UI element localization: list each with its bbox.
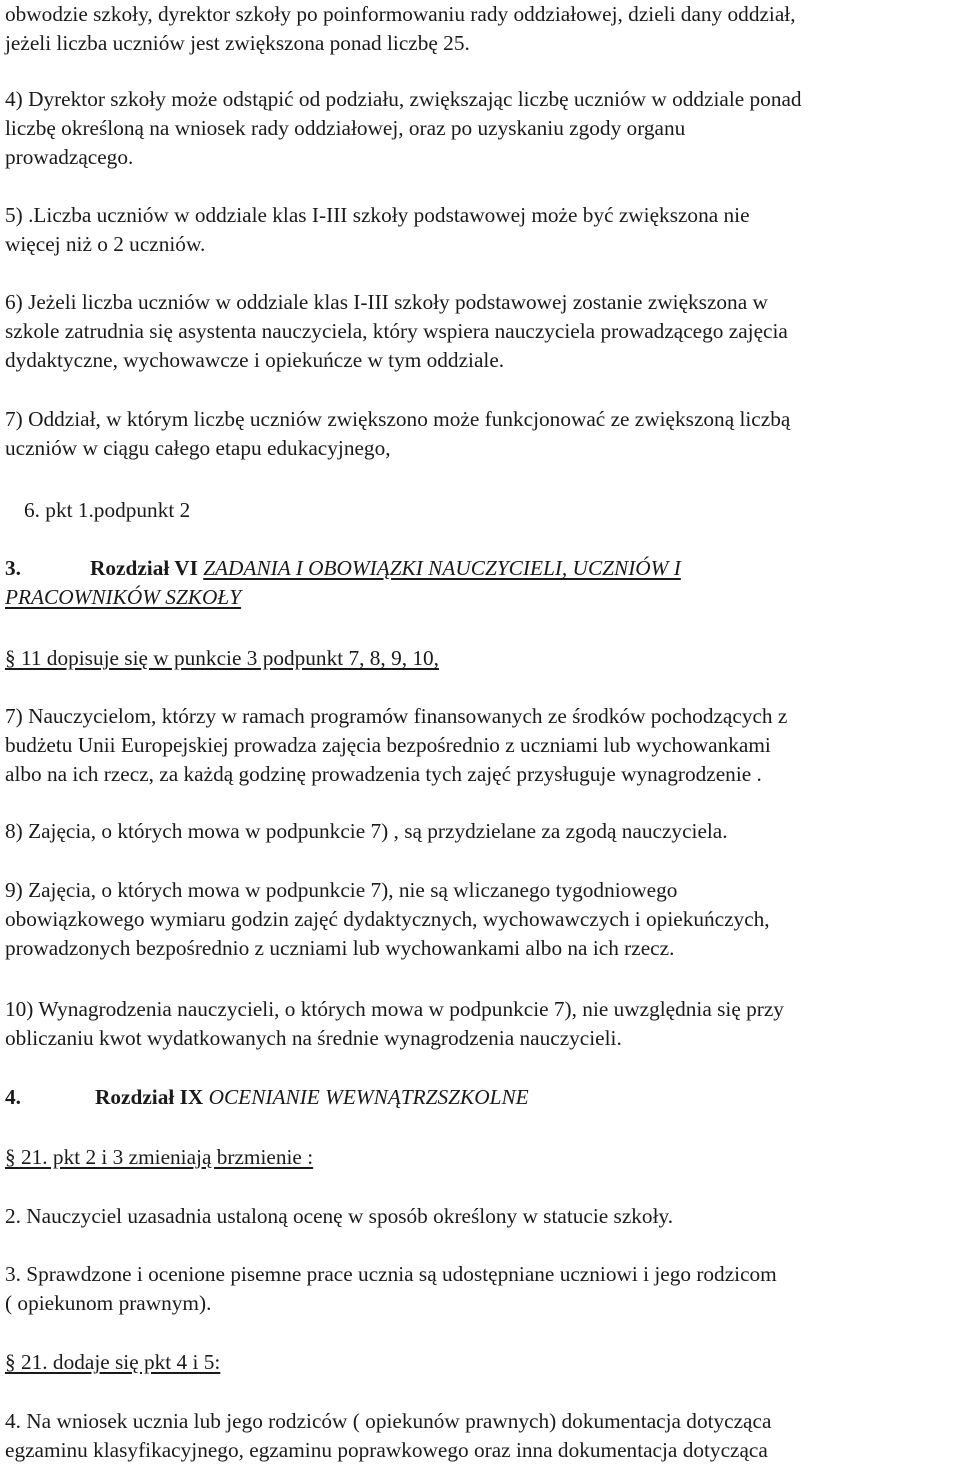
text-line: 4. Na wniosek ucznia lub jego rodziców ( opiekunów prawnych) dokumentacja dotycząca [5, 1409, 772, 1433]
text-line: prowadzącego. [5, 145, 134, 169]
chapter-label: Rozdział IX [95, 1085, 204, 1109]
text-line: obliczaniu kwot wydatkowanych na średnie wynagrodzenia nauczycieli. [5, 1026, 622, 1050]
text-line: budżetu Unii Europejskiej prowadza zajęcia bezpośrednio z uczniami lub wychowankami [5, 733, 771, 757]
text-line: 6. pkt 1.podpunkt 2 [24, 498, 191, 522]
section-4-reference-2 [5, 1348, 955, 1377]
section-4-paragraph-2 [5, 1202, 955, 1231]
text-line: liczbę określoną na wniosek rady oddziałowej, oraz po uzyskaniu zgody organu [5, 116, 686, 140]
text-line: 7) Oddział, w którym liczbę uczniów zwiększono może funkcjonować ze zwiększoną liczbą [5, 407, 791, 431]
section-3-reference [5, 644, 955, 673]
text-line: ( opiekunom prawnym). [5, 1291, 212, 1315]
section-3-paragraph-8 [5, 817, 955, 846]
text-line: 3. Sprawdzone i ocenione pisemne prace ucznia są udostępniane uczniowi i jego rodzicom [5, 1262, 777, 1286]
text-line: więcej niż o 2 uczniów. [5, 232, 206, 256]
section-3-paragraph-10 [5, 995, 955, 1053]
section-3-paragraph-7 [5, 702, 955, 789]
chapter-label: Rozdział VI [90, 556, 198, 580]
text-line: jeżeli liczba uczniów jest zwiększona ponad liczbę 25. [5, 31, 470, 55]
text-line: 5) .Liczba uczniów w oddziale klas I-III szkoły podstawowej może być zwiększona nie [5, 203, 750, 227]
text-line: obwodzie szkoły, dyrektor szkoły po poinformowaniu rady oddziałowej, dzieli dany oddział, [5, 2, 796, 26]
text-line: 4) Dyrektor szkoły może odstąpić od podziału, zwiększając liczbę uczniów w oddziale ponad [5, 87, 802, 111]
text-line: 9) Zajęcia, o których mowa w podpunkcie 7), nie są wliczanego tygodniowego [5, 878, 678, 902]
text-line: § 21. pkt 2 i 3 zmieniają brzmienie : [5, 1145, 314, 1169]
section-3-paragraph-9 [5, 876, 955, 963]
chapter-title: ZADANIA I OBOWIĄZKI NAUCZYCIELI, UCZNIÓW I [203, 556, 681, 580]
paragraph-4 [5, 85, 955, 172]
text-line: 8) Zajęcia, o których mowa w podpunkcie 7) , są przydzielane za zgodą nauczyciela. [5, 819, 728, 843]
chapter-title: OCENIANIE WEWNĄTRZSZKOLNE [208, 1085, 529, 1109]
point-reference [24, 496, 960, 525]
text-line: dydaktyczne, wychowawcze i opiekuńcze w tym oddziale. [5, 348, 505, 372]
paragraph-5 [5, 201, 955, 259]
text-line: 2. Nauczyciel uzasadnia ustaloną ocenę w sposób określony w statucie szkoły. [5, 1204, 674, 1228]
text-line: § 21. dodaje się pkt 4 i 5: [5, 1350, 221, 1374]
text-line: obowiązkowego wymiaru godzin zajęć dydaktycznych, wychowawczych i opiekuńczych, [5, 907, 770, 931]
section-4-paragraph-3 [5, 1260, 955, 1318]
text-line: 7) Nauczycielom, którzy w ramach programów finansowanych ze środków pochodzących z [5, 704, 788, 728]
text-line: szkole zatrudnia się asystenta nauczyciela, który wspiera nauczyciela prowadzącego zajęcia [5, 319, 788, 343]
text-line: uczniów w ciągu całego etapu edukacyjnego, [5, 436, 391, 460]
text-line: albo na ich rzecz, za każdą godzinę prowadzenia tych zajęć przysługuje wynagrodzenie . [5, 762, 762, 786]
paragraph-6 [5, 288, 955, 375]
chapter-title-continued: PRACOWNIKÓW SZKOŁY [5, 585, 242, 609]
section-4-paragraph-4 [5, 1407, 955, 1465]
text-line: 10) Wynagrodzenia nauczycieli, o których mowa w podpunkcie 7), nie uwzględnia się przy [5, 997, 784, 1021]
text-line: egzaminu klasyfikacyjnego, egzaminu poprawkowego oraz inna dokumentacja dotycząca [5, 1438, 768, 1462]
text-line: 6) Jeżeli liczba uczniów w oddziale klas I-III szkoły podstawowej zostanie zwiększona w [5, 290, 768, 314]
section-3-heading [5, 554, 955, 612]
section-number: 3. [5, 556, 21, 580]
section-number: 4. [5, 1085, 21, 1109]
section-4-reference-1 [5, 1143, 955, 1172]
text-line: prowadzonych bezpośrednio z uczniami lub wychowankami albo na ich rzecz. [5, 936, 675, 960]
paragraph-intro [5, 0, 955, 58]
text-line: § 11 dopisuje się w punkcie 3 podpunkt 7, 8, 9, 10, [5, 646, 439, 670]
section-4-heading [5, 1083, 955, 1112]
paragraph-7 [5, 405, 955, 463]
